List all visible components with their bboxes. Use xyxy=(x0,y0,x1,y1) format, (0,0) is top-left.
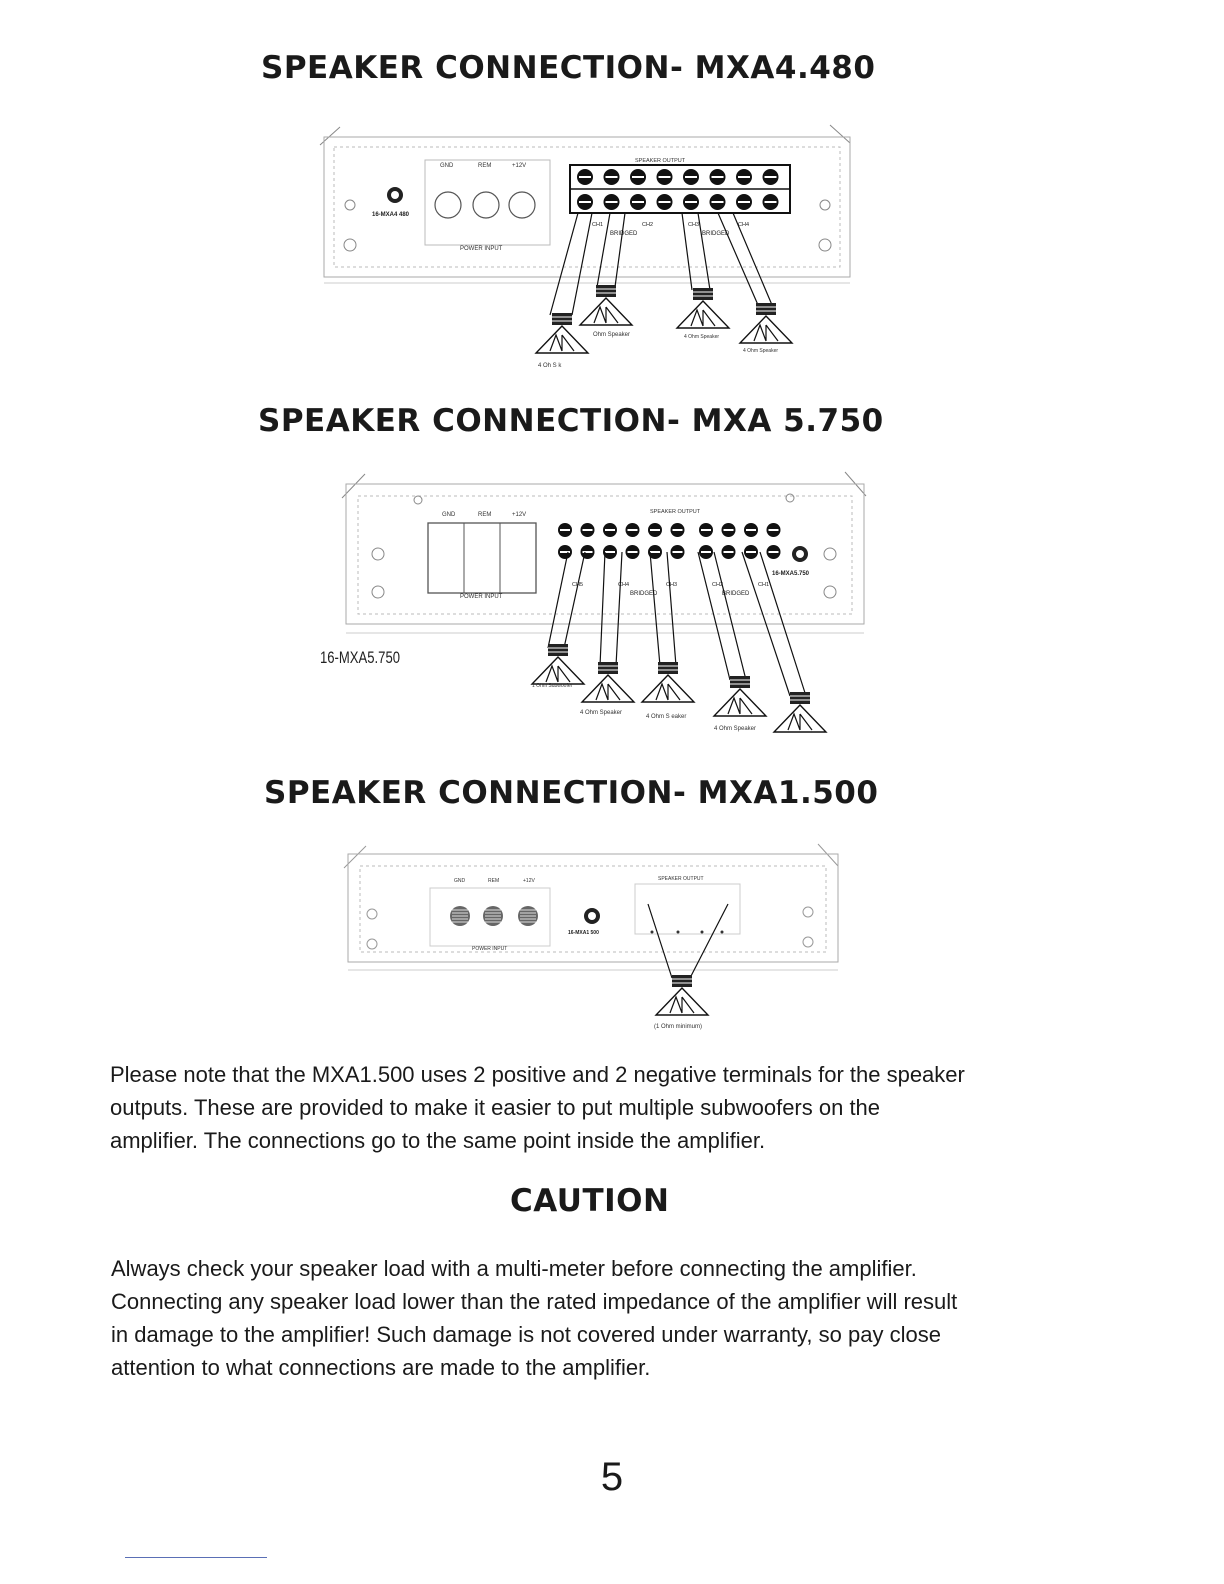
model-label: 16-MXA1 500 xyxy=(568,930,599,936)
speaker-label: Ohm Speaker xyxy=(593,332,631,338)
speaker-icon xyxy=(774,692,826,732)
terminal-icon xyxy=(450,906,470,926)
terminal-icon xyxy=(671,523,685,537)
speaker-output-label: SPEAKER OUTPUT xyxy=(658,876,704,882)
terminal-icon xyxy=(683,169,699,185)
heading-mxa4-480: SPEAKER CONNECTION- MXA4.480 xyxy=(261,50,876,86)
footer-rule xyxy=(125,1557,267,1558)
caution-line: in damage to the amplifier! Such damage is not covered under warranty, so pay close xyxy=(111,1322,941,1347)
power-label-rem: REM xyxy=(478,163,492,169)
terminal-icon xyxy=(630,194,646,210)
terminal-icon xyxy=(577,194,593,210)
terminal-icon xyxy=(767,545,781,559)
diagram-mxa5-750 xyxy=(310,468,880,743)
power-input-label: POWER INPUT xyxy=(460,594,503,600)
speaker-label: 4 Ohm Speaker xyxy=(743,348,779,354)
channel-label: CH1 xyxy=(592,222,604,228)
terminal-icon xyxy=(722,545,736,559)
terminal-icon xyxy=(710,169,726,185)
channel-label: CH5 xyxy=(572,582,584,588)
terminal-icon xyxy=(581,545,595,559)
terminal-icon xyxy=(710,194,726,210)
terminal-icon xyxy=(699,523,713,537)
terminal-icon xyxy=(603,523,617,537)
terminal-icon xyxy=(699,545,713,559)
terminal-icon xyxy=(763,194,779,210)
brand-logo-icon xyxy=(584,908,600,924)
channel-label: CH4 xyxy=(738,222,750,228)
channel-label: CH2 xyxy=(642,222,654,228)
speaker-icon xyxy=(532,644,584,684)
terminal-icon xyxy=(630,169,646,185)
caution-line: attention to what connections are made to the amplifier. xyxy=(111,1355,651,1380)
speaker-icon xyxy=(714,676,766,716)
power-label-rem: REM xyxy=(488,878,500,884)
speaker-icon xyxy=(656,975,708,1015)
power-label-gnd: GND xyxy=(454,878,466,884)
terminal-icon xyxy=(767,523,781,537)
power-label-12v: +12V xyxy=(523,878,535,884)
speaker-icon xyxy=(536,313,588,353)
brand-logo-icon xyxy=(387,187,403,203)
side-model-label: 16-MXA5.750 xyxy=(320,648,400,667)
note-paragraph xyxy=(110,1058,965,1157)
power-input-label: POWER INPUT xyxy=(460,246,503,252)
power-label-gnd: GND xyxy=(440,163,454,169)
terminal-icon xyxy=(626,523,640,537)
speaker-icon xyxy=(582,662,634,702)
caution-line: Connecting any speaker load lower than the rated impedance of the amplifier will result xyxy=(111,1289,958,1314)
note-line: amplifier. The connections go to the same point inside the amplifier. xyxy=(110,1128,766,1153)
terminal-icon xyxy=(577,169,593,185)
terminal-icon xyxy=(744,523,758,537)
heading-caution: CAUTION xyxy=(510,1183,670,1219)
speaker-icon xyxy=(580,285,632,325)
terminal-icon xyxy=(626,545,640,559)
terminal-icon xyxy=(483,906,503,926)
heading-mxa5-750: SPEAKER CONNECTION- MXA 5.750 xyxy=(258,403,884,439)
terminal-icon xyxy=(518,906,538,926)
caution-paragraph xyxy=(111,1252,957,1384)
speaker-label: 4 Ohm Speaker xyxy=(684,334,720,340)
speaker-label: 1 Ohm Subwoofer xyxy=(532,683,573,689)
bridged-label: BRIDGED xyxy=(610,231,638,237)
terminal-icon xyxy=(558,545,572,559)
bridged-label: BRIDGED xyxy=(702,231,730,237)
note-line: Please note that the MXA1.500 uses 2 positive and 2 negative terminals for the speaker xyxy=(110,1062,965,1087)
bridged-label: BRIDGED xyxy=(630,591,658,597)
terminal-icon xyxy=(683,194,699,210)
terminal-icon xyxy=(558,523,572,537)
channel-label: CH2 xyxy=(712,582,724,588)
channel-label: CH1 xyxy=(758,582,770,588)
brand-logo-icon xyxy=(792,546,808,562)
channel-label: CH3 xyxy=(688,222,700,228)
heading-mxa1-500: SPEAKER CONNECTION- MXA1.500 xyxy=(264,775,879,811)
speaker-icon xyxy=(677,288,729,328)
terminal-icon xyxy=(722,523,736,537)
terminal-icon xyxy=(604,194,620,210)
speaker-icon xyxy=(642,662,694,702)
note-line: outputs. These are provided to make it easier to put multiple subwoofers on the xyxy=(110,1095,881,1120)
terminal-icon xyxy=(736,194,752,210)
model-label: 16-MXA4 480 xyxy=(372,212,410,218)
model-label: 16-MXA5.750 xyxy=(772,571,810,577)
power-label-rem: REM xyxy=(478,512,492,518)
speaker-label: 4 Oh S k xyxy=(538,363,562,369)
terminal-icon xyxy=(763,169,779,185)
terminal-icon xyxy=(671,545,685,559)
page-number: 5 xyxy=(600,1455,624,1499)
power-label-12v: +12V xyxy=(512,512,527,518)
channel-label: CH3 xyxy=(666,582,678,588)
terminal-icon xyxy=(657,194,673,210)
speaker-icon xyxy=(740,303,792,343)
speaker-output-label: SPEAKER OUTPUT xyxy=(650,509,701,515)
speaker-label: 4 Ohm Speaker xyxy=(714,726,757,732)
power-label-12v: +12V xyxy=(512,163,527,169)
power-input-label: POWER INPUT xyxy=(472,946,508,952)
diagram-mxa4-480 xyxy=(310,115,870,380)
terminal-icon xyxy=(581,523,595,537)
speaker-label: 4 Ohm S eaker xyxy=(646,714,687,720)
terminal-icon xyxy=(657,169,673,185)
speaker-label: (1 Ohm minimum) xyxy=(654,1024,703,1030)
terminal-icon xyxy=(604,169,620,185)
terminal-icon xyxy=(744,545,758,559)
speaker-icon xyxy=(656,975,708,1015)
caution-line: Always check your speaker load with a multi-meter before connecting the amplifier. xyxy=(111,1256,917,1281)
terminal-icon xyxy=(648,523,662,537)
bridged-label: BRIDGED xyxy=(722,591,750,597)
diagram-mxa1-500 xyxy=(330,840,850,1035)
speaker-label: 4 Ohm Speaker xyxy=(580,710,623,716)
channel-label: CH4 xyxy=(618,582,630,588)
speaker-output-label: SPEAKER OUTPUT xyxy=(635,158,686,164)
terminal-icon xyxy=(736,169,752,185)
power-label-gnd: GND xyxy=(442,512,456,518)
